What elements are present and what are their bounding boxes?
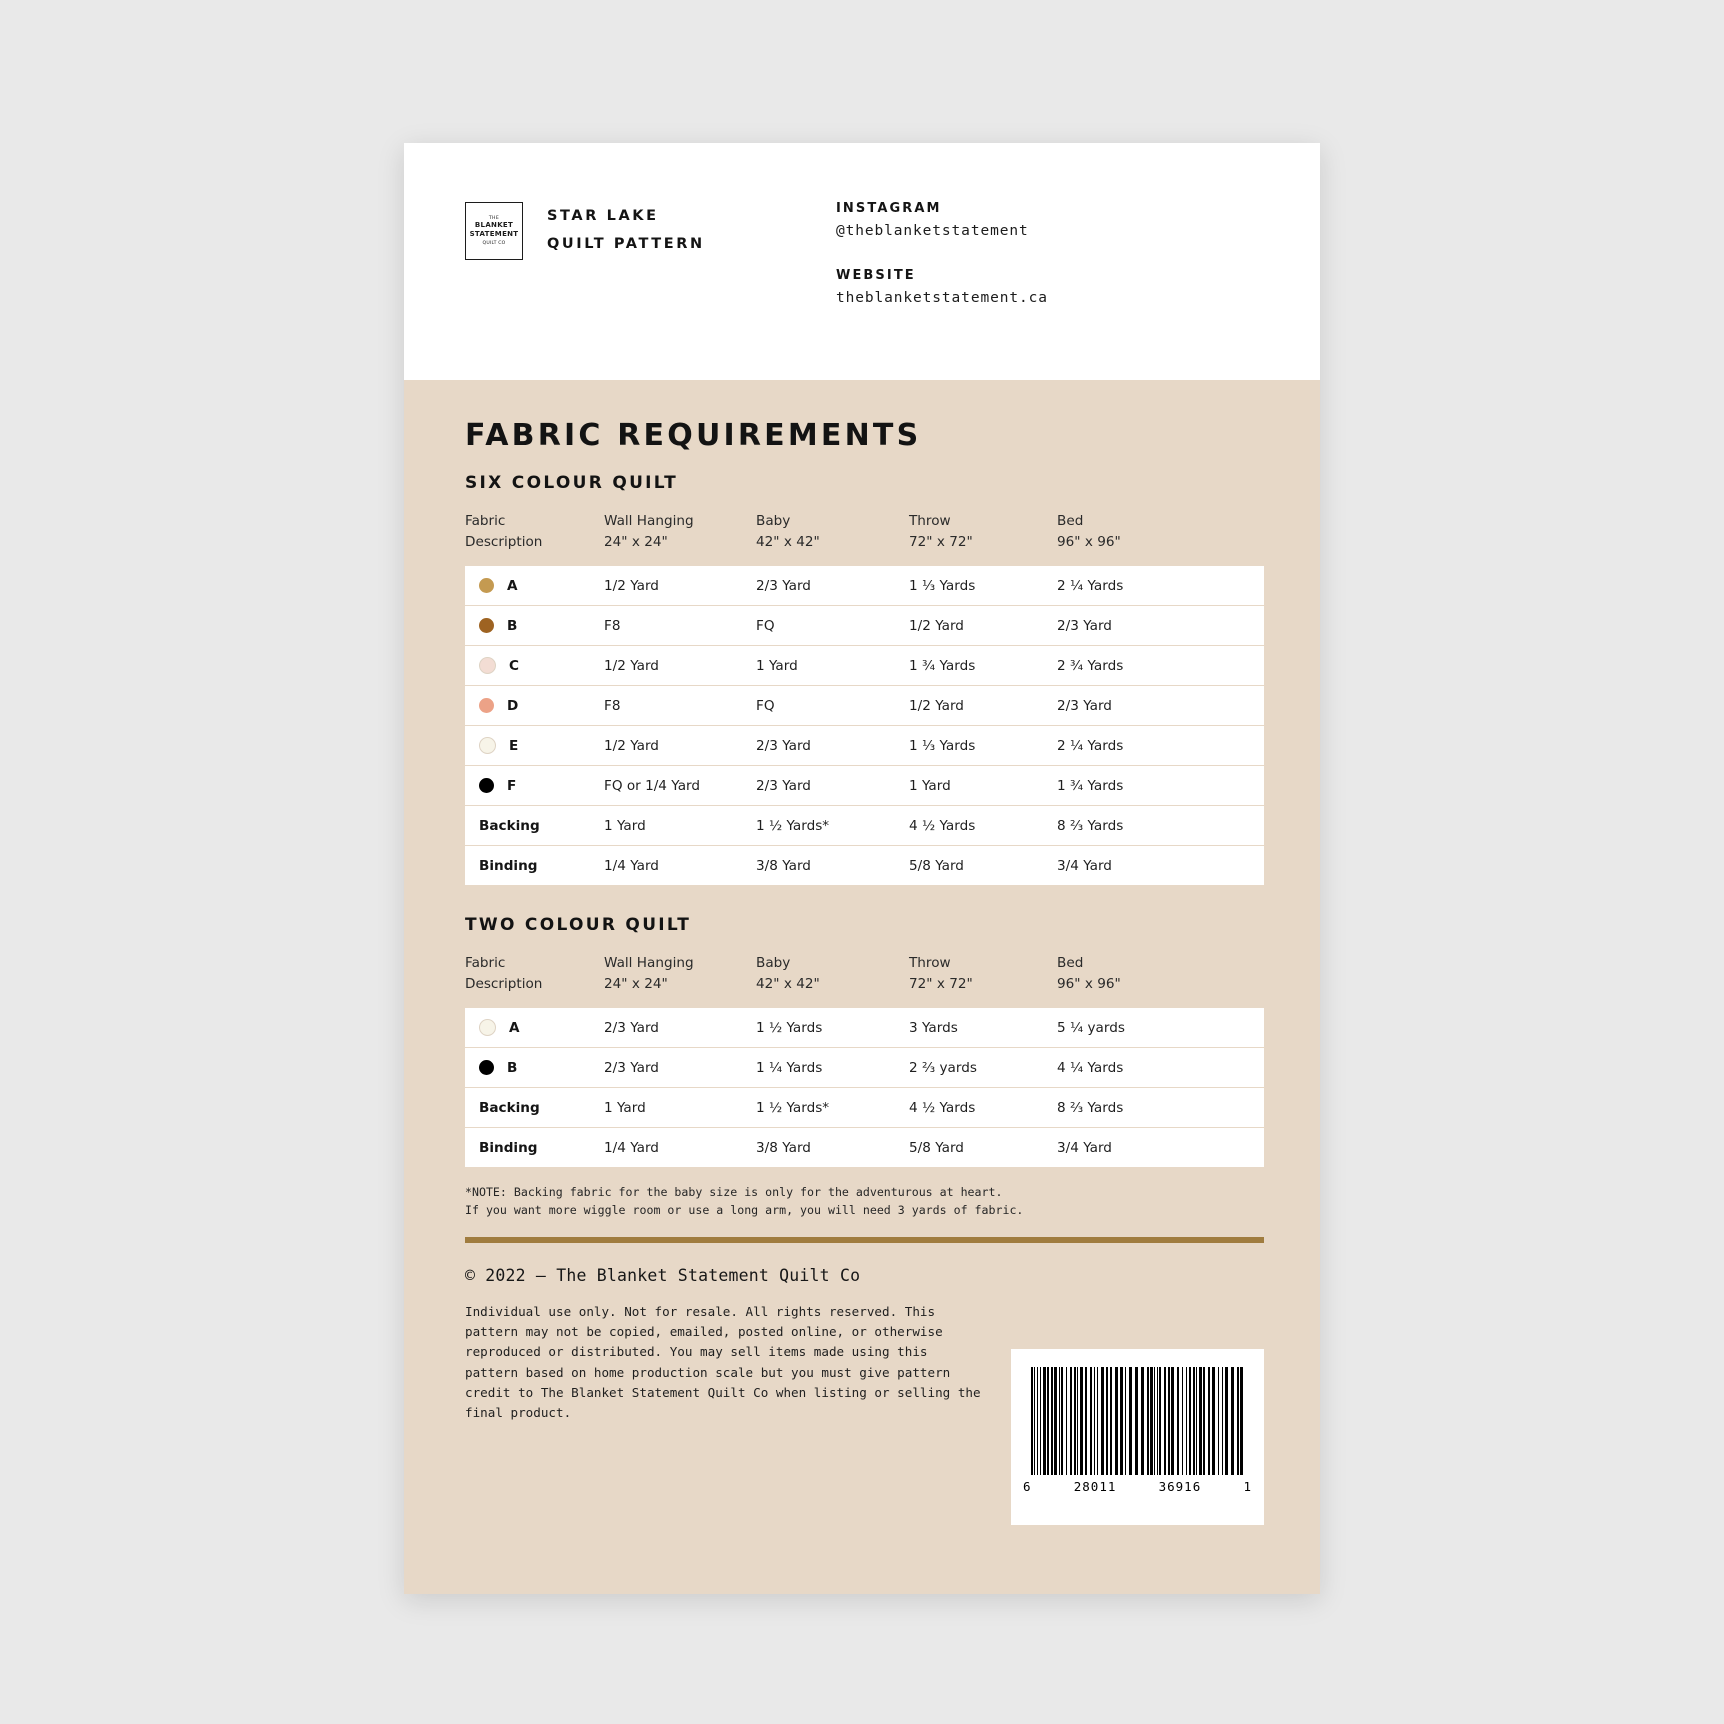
barcode-digit-left: 6	[1023, 1479, 1032, 1494]
fabric-name: A	[509, 1019, 520, 1036]
fabric-label-cell	[465, 737, 604, 754]
table-row	[465, 1128, 1264, 1167]
col-head-line1: Throw	[909, 955, 951, 972]
cell-wall-hanging: 2/3 Yard	[604, 1019, 659, 1036]
fabric-name: E	[509, 737, 519, 754]
legal-text: Individual use only. Not for resale. All rights reserved. This pattern may not be copied, emailed, posted online, or otherwise reproduced or distributed. You may sell items made using this pattern based on home production scale but you must give pattern credit to The Blanket Statement Quilt Co when listing or selling the final product.	[465, 1304, 981, 1420]
column-header-fabric-description	[465, 511, 604, 553]
fabric-label-cell	[465, 657, 604, 674]
cell-baby: 1 Yard	[756, 657, 798, 674]
cell-wall-hanging: 1 Yard	[604, 817, 646, 834]
barcode-digits	[1011, 1475, 1264, 1494]
col-head-line1: Fabric	[465, 513, 506, 529]
fabric-colour-swatch	[479, 618, 494, 633]
column-header-bed	[1057, 511, 1207, 553]
fabric-colour-swatch	[479, 657, 496, 674]
cell-wall-hanging: F8	[604, 697, 621, 714]
fabric-label-cell	[465, 578, 604, 594]
cell-throw: 2 ⅔ yards	[909, 1059, 977, 1076]
cell-wall-hanging: 1/2 Yard	[604, 577, 659, 594]
cell-baby: 2/3 Yard	[756, 577, 811, 594]
col-head-line2: Description	[465, 534, 543, 551]
col-head-line1: Wall Hanging	[604, 513, 694, 529]
fabric-label-cell	[465, 1100, 604, 1116]
column-header-bed	[1057, 953, 1207, 995]
fabric-label-cell	[465, 618, 604, 634]
col-head-line2: 42" x 42"	[756, 534, 820, 551]
cell-throw: 1 ⅓ Yards	[909, 577, 976, 594]
table-row	[465, 766, 1264, 806]
col-head-line1: Bed	[1057, 513, 1084, 529]
pattern-name-line-1: STAR LAKE	[547, 208, 659, 224]
section-title-six-colour: SIX COLOUR QUILT	[465, 473, 679, 493]
fabric-name: C	[509, 657, 519, 674]
fabric-colour-swatch	[479, 698, 494, 713]
section-title-two-colour: TWO COLOUR QUILT	[465, 915, 692, 936]
fabric-colour-swatch	[479, 778, 494, 793]
cell-bed: 8 ⅔ Yards	[1057, 817, 1124, 834]
table-row	[465, 806, 1264, 846]
fabric-name: B	[507, 617, 518, 634]
col-head-line2: 72" x 72"	[909, 976, 973, 993]
cell-baby: 3/8 Yard	[756, 857, 811, 874]
contact-block	[836, 201, 1048, 306]
cell-baby: 2/3 Yard	[756, 737, 811, 754]
cell-baby: 1 ½ Yards*	[756, 817, 830, 834]
header	[404, 143, 1320, 380]
col-head-line1: Baby	[756, 955, 791, 972]
body	[404, 380, 1320, 1594]
cell-throw: 3 Yards	[909, 1019, 958, 1036]
column-header-baby	[756, 953, 909, 995]
fabric-name: A	[507, 577, 518, 594]
logo-line-1: THE	[488, 215, 500, 221]
logo-line-3: STATEMENT	[469, 230, 519, 238]
column-header-throw	[909, 953, 1057, 995]
barcode-digit-right: 1	[1243, 1479, 1252, 1494]
section-divider	[465, 1237, 1264, 1243]
pattern-back-cover	[404, 143, 1320, 1594]
cell-throw: 1 ¾ Yards	[909, 657, 976, 674]
fabric-colour-swatch	[479, 737, 496, 754]
note-line-2: If you want more wiggle room or use a long arm, you will need 3 yards of fabric.	[465, 1203, 1024, 1218]
col-head-line1: Bed	[1057, 955, 1084, 972]
cell-throw: 5/8 Yard	[909, 857, 964, 874]
column-header-wall-hanging	[604, 511, 756, 553]
fabric-name: Backing	[479, 1099, 540, 1116]
fabric-table-six-colour	[465, 566, 1264, 885]
table-row	[465, 686, 1264, 726]
page-title-block	[547, 203, 705, 258]
backing-note	[465, 1184, 1264, 1220]
col-head-line2: 96" x 96"	[1057, 534, 1121, 551]
fabric-label-cell	[465, 858, 604, 874]
fabric-table-two-colour	[465, 1008, 1264, 1167]
cell-throw: 5/8 Yard	[909, 1139, 964, 1156]
instagram-handle[interactable]: @theblanketstatement	[836, 223, 1029, 239]
table-row	[465, 606, 1264, 646]
table-row	[465, 846, 1264, 885]
fabric-label-cell	[465, 698, 604, 714]
fabric-name: Backing	[479, 817, 540, 834]
col-head-line1: Wall Hanging	[604, 955, 694, 972]
fabric-colour-swatch	[479, 1019, 496, 1036]
col-head-line1: Baby	[756, 513, 791, 529]
cell-baby: 1 ½ Yards	[756, 1019, 823, 1036]
copyright-line: © 2022 — The Blanket Statement Quilt Co	[465, 1266, 861, 1286]
column-header-throw	[909, 511, 1057, 553]
fabric-colour-swatch	[479, 1060, 494, 1075]
cell-wall-hanging: 1/4 Yard	[604, 1139, 659, 1156]
table-row	[465, 1088, 1264, 1128]
cell-baby: 2/3 Yard	[756, 777, 811, 794]
col-head-line2: 24" x 24"	[604, 976, 668, 993]
column-header-fabric-description	[465, 953, 604, 995]
note-line-1: *NOTE: Backing fabric for the baby size is only for the adventurous at heart.	[465, 1185, 1003, 1200]
barcode-bars	[1031, 1367, 1244, 1475]
cell-baby: 1 ¼ Yards	[756, 1059, 823, 1076]
logo-line-2: BLANKET	[474, 221, 514, 230]
col-head-line2: 24" x 24"	[604, 534, 668, 551]
col-head-line2: 42" x 42"	[756, 976, 820, 993]
col-head-line2: 72" x 72"	[909, 534, 973, 551]
fabric-name: Binding	[479, 857, 538, 874]
cell-bed: 3/4 Yard	[1057, 1139, 1112, 1156]
cell-wall-hanging: 1/2 Yard	[604, 657, 659, 674]
col-head-line1: Throw	[909, 513, 951, 529]
fabric-label-cell	[465, 778, 604, 794]
fabric-label-cell	[465, 1019, 604, 1036]
cell-bed: 3/4 Yard	[1057, 857, 1112, 874]
cell-throw: 1/2 Yard	[909, 697, 964, 714]
cell-throw: 1/2 Yard	[909, 617, 964, 634]
table-row	[465, 566, 1264, 606]
col-head-line2: 96" x 96"	[1057, 976, 1121, 993]
fabric-colour-swatch	[479, 578, 494, 593]
table-row	[465, 1048, 1264, 1088]
cell-wall-hanging: 1 Yard	[604, 1099, 646, 1116]
fabric-label-cell	[465, 818, 604, 834]
cell-bed: 2 ¾ Yards	[1057, 657, 1124, 674]
cell-wall-hanging: 1/2 Yard	[604, 737, 659, 754]
fabric-label-cell	[465, 1140, 604, 1156]
cell-baby: FQ	[756, 617, 775, 634]
cell-baby: FQ	[756, 697, 775, 714]
table-header-two	[465, 935, 1264, 1008]
cell-bed: 2 ¼ Yards	[1057, 577, 1124, 594]
fabric-name: D	[507, 697, 519, 714]
fabric-label-cell	[465, 1060, 604, 1076]
cell-bed: 2 ¼ Yards	[1057, 737, 1124, 754]
table-row	[465, 646, 1264, 686]
cell-bed: 2/3 Yard	[1057, 617, 1112, 634]
table-row	[465, 726, 1264, 766]
cell-wall-hanging: FQ or 1/4 Yard	[604, 777, 701, 794]
cell-throw: 4 ½ Yards	[909, 1099, 976, 1116]
col-head-line1: Fabric	[465, 955, 506, 972]
website-url[interactable]: theblanketstatement.ca	[836, 290, 1048, 306]
column-header-baby	[756, 511, 909, 553]
cell-baby: 3/8 Yard	[756, 1139, 811, 1156]
cell-throw: 1 ⅓ Yards	[909, 737, 976, 754]
fabric-name: F	[507, 777, 517, 794]
barcode-digits-mid1: 28011	[1073, 1479, 1117, 1494]
pattern-name-line-2: QUILT PATTERN	[547, 235, 705, 252]
cell-wall-hanging: 1/4 Yard	[604, 857, 659, 874]
column-header-wall-hanging	[604, 953, 756, 995]
barcode-digits-mid2: 36916	[1158, 1479, 1202, 1494]
col-head-line2: Description	[465, 976, 543, 993]
cell-wall-hanging: 2/3 Yard	[604, 1059, 659, 1076]
cell-bed: 4 ¼ Yards	[1057, 1059, 1124, 1076]
brand-logo	[465, 202, 523, 260]
website-label: WEBSITE	[836, 268, 916, 283]
fabric-name: B	[507, 1059, 518, 1076]
cell-bed: 5 ¼ yards	[1057, 1019, 1125, 1036]
cell-wall-hanging: F8	[604, 617, 621, 634]
cell-baby: 1 ½ Yards*	[756, 1099, 830, 1116]
page-title: FABRIC REQUIREMENTS	[465, 418, 922, 453]
cell-bed: 8 ⅔ Yards	[1057, 1099, 1124, 1116]
cell-throw: 4 ½ Yards	[909, 817, 976, 834]
table-row	[465, 1008, 1264, 1048]
table-header-six	[465, 493, 1264, 566]
logo-line-4: QUILT CO	[482, 240, 506, 246]
cell-bed: 2/3 Yard	[1057, 697, 1112, 714]
fabric-name: Binding	[479, 1139, 538, 1156]
cell-throw: 1 Yard	[909, 777, 951, 794]
cell-bed: 1 ¾ Yards	[1057, 777, 1124, 794]
barcode	[1011, 1349, 1264, 1525]
instagram-label: INSTAGRAM	[836, 201, 942, 216]
